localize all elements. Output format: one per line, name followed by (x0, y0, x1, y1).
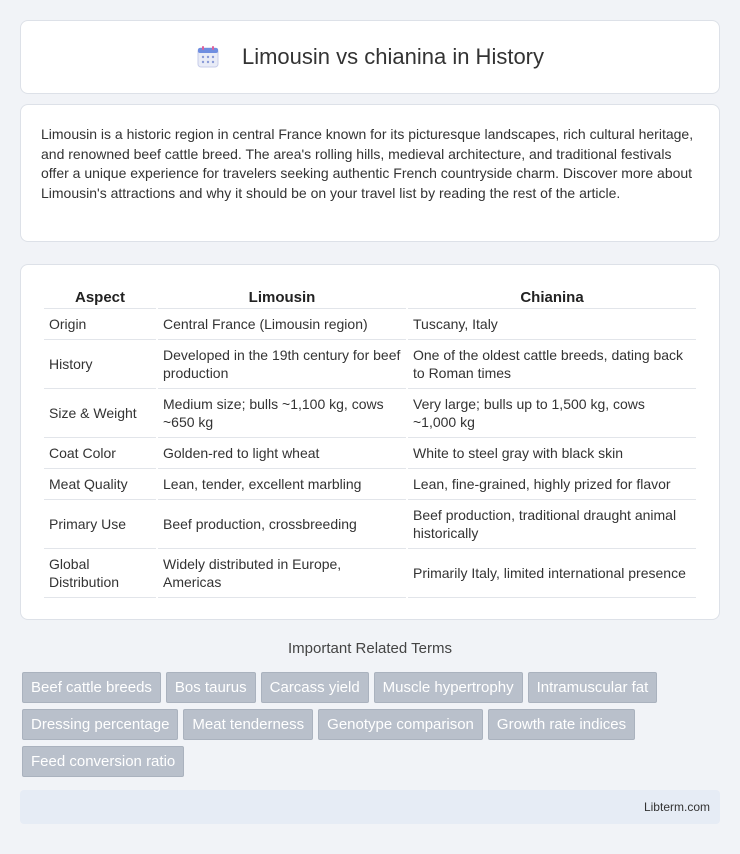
table-row (44, 438, 696, 469)
comparison-card (20, 264, 720, 620)
table-cell: Lean, fine-grained, highly prized for flavor (408, 469, 696, 500)
table-row (44, 549, 696, 598)
tag-bos-taurus[interactable]: Bos taurus (166, 672, 256, 703)
table-cell: Very large; bulls up to 1,500 kg, cows ~1,000 kg (408, 389, 696, 438)
table-header-row (44, 285, 696, 309)
table-cell: Tuscany, Italy (408, 309, 696, 340)
table-cell: Developed in the 19th century for beef production (158, 340, 406, 389)
table-row (44, 340, 696, 389)
table-row (44, 500, 696, 549)
tag-beef-cattle-breeds[interactable]: Beef cattle breeds (22, 672, 161, 703)
table-cell: One of the oldest cattle breeds, dating back to Roman times (408, 340, 696, 389)
table-row (44, 389, 696, 438)
table-cell: Primarily Italy, limited international presence (408, 549, 696, 598)
footer (20, 790, 720, 824)
column-header-aspect: Aspect (44, 285, 156, 309)
table-cell: Meat Quality (44, 469, 156, 500)
tag-meat-tenderness[interactable]: Meat tenderness (183, 709, 313, 740)
table-cell: Central France (Limousin region) (158, 309, 406, 340)
header-card (20, 20, 720, 94)
tag-dressing-percentage[interactable]: Dressing percentage (22, 709, 178, 740)
comparison-table (42, 285, 698, 598)
tag-carcass-yield[interactable]: Carcass yield (261, 672, 369, 703)
table-cell: Beef production, crossbreeding (158, 500, 406, 549)
related-terms-list (22, 672, 722, 783)
intro-card (20, 104, 720, 242)
table-cell: White to steel gray with black skin (408, 438, 696, 469)
related-terms-title: Important Related Terms (288, 640, 452, 657)
calendar-icon (196, 45, 220, 69)
table-cell: Coat Color (44, 438, 156, 469)
tag-growth-rate-indices[interactable]: Growth rate indices (488, 709, 635, 740)
table-cell: Widely distributed in Europe, Americas (158, 549, 406, 598)
table-cell: History (44, 340, 156, 389)
table-cell: Beef production, traditional draught animal historically (408, 500, 696, 549)
table-cell: Origin (44, 309, 156, 340)
table-row (44, 309, 696, 340)
tag-genotype-comparison[interactable]: Genotype comparison (318, 709, 483, 740)
intro-text: Limousin is a historic region in central France known for its picturesque landscapes, rich cultural heritage, and renowned beef cattle breed. The area's rolling hills, medieval architecture, and traditional festivals offer a unique experience for travelers seeking authentic French countryside charm. Discover more about Limousin's attractions and why it should be on your travel list by reading the rest of the article. (41, 126, 694, 201)
tag-feed-conversion-ratio[interactable]: Feed conversion ratio (22, 746, 184, 777)
table-cell: Primary Use (44, 500, 156, 549)
table-cell: Global Distribution (44, 549, 156, 598)
table-cell: Golden-red to light wheat (158, 438, 406, 469)
table-cell: Lean, tender, excellent marbling (158, 469, 406, 500)
page-title: Limousin vs chianina in History (241, 44, 545, 69)
tag-intramuscular-fat[interactable]: Intramuscular fat (528, 672, 658, 703)
tag-muscle-hypertrophy[interactable]: Muscle hypertrophy (374, 672, 523, 703)
column-header-limousin: Limousin (158, 285, 406, 309)
column-header-chianina: Chianina (408, 285, 696, 309)
table-row (44, 469, 696, 500)
footer-brand-link[interactable]: Libterm.com (643, 800, 710, 814)
table-cell: Size & Weight (44, 389, 156, 438)
table-cell: Medium size; bulls ~1,100 kg, cows ~650 kg (158, 389, 406, 438)
